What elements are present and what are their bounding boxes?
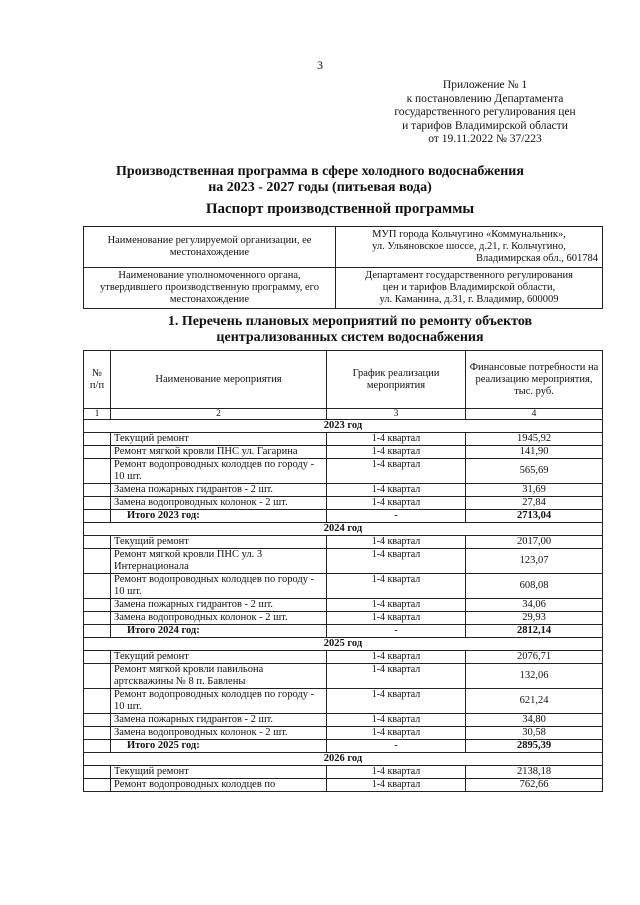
measure-schedule: 1-4 квартал <box>327 446 466 459</box>
measure-value: 2017,00 <box>466 536 603 549</box>
passport-row <box>84 227 603 268</box>
total-label: Итого 2023 год: <box>111 510 327 523</box>
measure-name: Текущий ремонт <box>111 651 327 664</box>
row-num <box>84 446 111 459</box>
measure-value: 31,69 <box>466 484 603 497</box>
measure-schedule: 1-4 квартал <box>327 484 466 497</box>
measure-schedule: 1-4 квартал <box>327 599 466 612</box>
header-finance: Финансовые потребности на реализацию мероприятия, тыс. руб. <box>466 351 603 409</box>
row-num <box>84 714 111 727</box>
measure-name: Ремонт мягкой кровли павильона артскважины № 8 п. Бавлены <box>111 664 327 689</box>
row-num <box>84 574 111 599</box>
table-row <box>84 727 603 740</box>
total-row <box>84 510 603 523</box>
measure-schedule: 1-4 квартал <box>327 459 466 484</box>
measure-schedule: 1-4 квартал <box>327 689 466 714</box>
appendix-line: к постановлению Департамента <box>406 92 564 105</box>
year-label: 2024 год <box>84 523 603 536</box>
row-num <box>84 727 111 740</box>
table-index-row <box>84 409 603 420</box>
year-row <box>84 638 603 651</box>
year-label: 2025 год <box>84 638 603 651</box>
measure-name: Замена водопроводных колонок - 2 шт. <box>111 612 327 625</box>
measure-schedule: 1-4 квартал <box>327 727 466 740</box>
table-row <box>84 651 603 664</box>
table-row <box>84 484 603 497</box>
measure-schedule: 1-4 квартал <box>327 536 466 549</box>
total-value: 2812,14 <box>466 625 603 638</box>
measure-value: 132,06 <box>466 664 603 689</box>
measure-value: 1945,92 <box>466 433 603 446</box>
measure-value: 29,93 <box>466 612 603 625</box>
row-num <box>84 497 111 510</box>
table-row <box>84 779 603 792</box>
total-label: Итого 2024 год: <box>111 625 327 638</box>
measure-schedule: 1-4 квартал <box>327 497 466 510</box>
row-num <box>84 779 111 792</box>
measure-name: Замена водопроводных колонок - 2 шт. <box>111 727 327 740</box>
header-num: № п/п <box>84 351 111 409</box>
measure-value: 2138,18 <box>466 766 603 779</box>
measure-schedule: 1-4 квартал <box>327 612 466 625</box>
section-title <box>100 314 600 346</box>
index-cell: 4 <box>466 409 603 420</box>
table-row <box>84 446 603 459</box>
table-row <box>84 714 603 727</box>
table-row <box>84 664 603 689</box>
row-num <box>84 536 111 549</box>
repair-plan-table <box>83 350 603 792</box>
table-row <box>84 536 603 549</box>
index-cell: 1 <box>84 409 111 420</box>
passport-value-line: ул. Ульяновское шоссе, д.21, г. Кольчугино, <box>372 241 566 252</box>
measure-value: 621,24 <box>466 689 603 714</box>
appendix-line: от 19.11.2022 № 37/223 <box>428 133 542 145</box>
page-number: 3 <box>317 58 323 72</box>
index-cell: 3 <box>327 409 466 420</box>
measure-schedule: 1-4 квартал <box>327 714 466 727</box>
measure-schedule: 1-4 квартал <box>327 766 466 779</box>
passport-title: Паспорт производственной программы <box>205 201 475 217</box>
row-num <box>84 612 111 625</box>
table-header-row <box>84 351 603 409</box>
row-num <box>84 459 111 484</box>
row-num <box>84 599 111 612</box>
table-row <box>84 497 603 510</box>
row-num <box>84 689 111 714</box>
measure-value: 30,58 <box>466 727 603 740</box>
measure-name: Замена водопроводных колонок - 2 шт. <box>111 497 327 510</box>
passport-value-line: Владимирская обл., 601784 <box>475 253 598 264</box>
total-schedule: - <box>327 740 466 753</box>
passport-label: Наименование уполномоченного органа, утвердившего производственную программу, его местонахождение <box>84 268 336 309</box>
table-row <box>84 549 603 574</box>
measure-value: 565,69 <box>466 459 603 484</box>
measure-value: 762,66 <box>466 779 603 792</box>
passport-value <box>336 227 603 268</box>
document-title <box>0 164 640 196</box>
measure-name: Текущий ремонт <box>111 536 327 549</box>
table-row <box>84 766 603 779</box>
measure-schedule: 1-4 квартал <box>327 574 466 599</box>
measure-name: Ремонт водопроводных колодцев по городу - 10 шт. <box>111 689 327 714</box>
row-num <box>84 433 111 446</box>
appendix-line: и тарифов Владимирской области <box>402 119 568 132</box>
row-num <box>84 625 111 638</box>
measure-value: 123,07 <box>466 549 603 574</box>
measure-value: 608,08 <box>466 574 603 599</box>
header-schedule: График реализации мероприятия <box>327 351 466 409</box>
measure-schedule: 1-4 квартал <box>327 664 466 689</box>
measure-schedule: 1-4 квартал <box>327 651 466 664</box>
measure-schedule: 1-4 квартал <box>327 549 466 574</box>
year-label: 2023 год <box>84 420 603 433</box>
total-schedule: - <box>327 510 466 523</box>
measure-name: Замена пожарных гидрантов - 2 шт. <box>111 484 327 497</box>
measure-value: 27,84 <box>466 497 603 510</box>
measure-name: Ремонт водопроводных колодцев по городу - 10 шт. <box>111 574 327 599</box>
document-title-line1: Производственная программа в сфере холодного водоснабжения <box>116 164 524 179</box>
row-num <box>84 549 111 574</box>
measure-name: Текущий ремонт <box>111 433 327 446</box>
measure-name: Замена пожарных гидрантов - 2 шт. <box>111 714 327 727</box>
total-value: 2713,04 <box>466 510 603 523</box>
table-row <box>84 574 603 599</box>
table-row <box>84 612 603 625</box>
measure-name: Ремонт мягкой кровли ПНС ул. 3 Интернационала <box>111 549 327 574</box>
measure-value: 34,06 <box>466 599 603 612</box>
measure-name: Ремонт мягкой кровли ПНС ул. Гагарина <box>111 446 327 459</box>
passport-label: Наименование регулируемой организации, ее местонахождение <box>84 227 336 268</box>
table-row <box>84 459 603 484</box>
passport-table <box>83 226 603 309</box>
section-title-line1: 1. Перечень плановых мероприятий по ремонту объектов <box>167 314 533 329</box>
appendix-line: государственного регулирования цен <box>394 106 576 118</box>
passport-value-line: МУП города Кольчугино «Коммунальник», <box>372 229 566 240</box>
measure-schedule: 1-4 квартал <box>327 779 466 792</box>
measure-name: Ремонт водопроводных колодцев по <box>111 779 327 792</box>
header-name: Наименование мероприятия <box>111 351 327 409</box>
year-row <box>84 753 603 766</box>
total-schedule: - <box>327 625 466 638</box>
passport-value-line: Департамент государственного регулирования <box>365 270 573 281</box>
total-value: 2895,39 <box>466 740 603 753</box>
document-title-line2: на 2023 - 2027 годы (питьевая вода) <box>208 180 432 195</box>
passport-value-line: ул. Каманина, д.31, г. Владимир, 600009 <box>379 294 559 305</box>
row-num <box>84 484 111 497</box>
total-label: Итого 2025 год: <box>111 740 327 753</box>
measure-name: Текущий ремонт <box>111 766 327 779</box>
table-row <box>84 599 603 612</box>
measure-name: Ремонт водопроводных колодцев по городу - 10 шт. <box>111 459 327 484</box>
table-row <box>84 689 603 714</box>
passport-row <box>84 268 603 309</box>
passport-value <box>336 268 603 309</box>
measure-value: 141,90 <box>466 446 603 459</box>
year-row <box>84 420 603 433</box>
row-num <box>84 510 111 523</box>
measure-value: 34,80 <box>466 714 603 727</box>
year-row <box>84 523 603 536</box>
measure-schedule: 1-4 квартал <box>327 433 466 446</box>
measure-value: 2076,71 <box>466 651 603 664</box>
year-label: 2026 год <box>84 753 603 766</box>
measure-name: Замена пожарных гидрантов - 2 шт. <box>111 599 327 612</box>
appendix-line: Приложение № 1 <box>442 79 528 91</box>
passport-value-line: цен и тарифов Владимирской области, <box>382 282 556 293</box>
appendix-block <box>380 79 590 147</box>
row-num <box>84 740 111 753</box>
row-num <box>84 651 111 664</box>
table-row <box>84 433 603 446</box>
total-row <box>84 625 603 638</box>
index-cell: 2 <box>111 409 327 420</box>
row-num <box>84 766 111 779</box>
row-num <box>84 664 111 689</box>
section-title-line2: централизованных систем водоснабжения <box>216 330 484 345</box>
total-row <box>84 740 603 753</box>
